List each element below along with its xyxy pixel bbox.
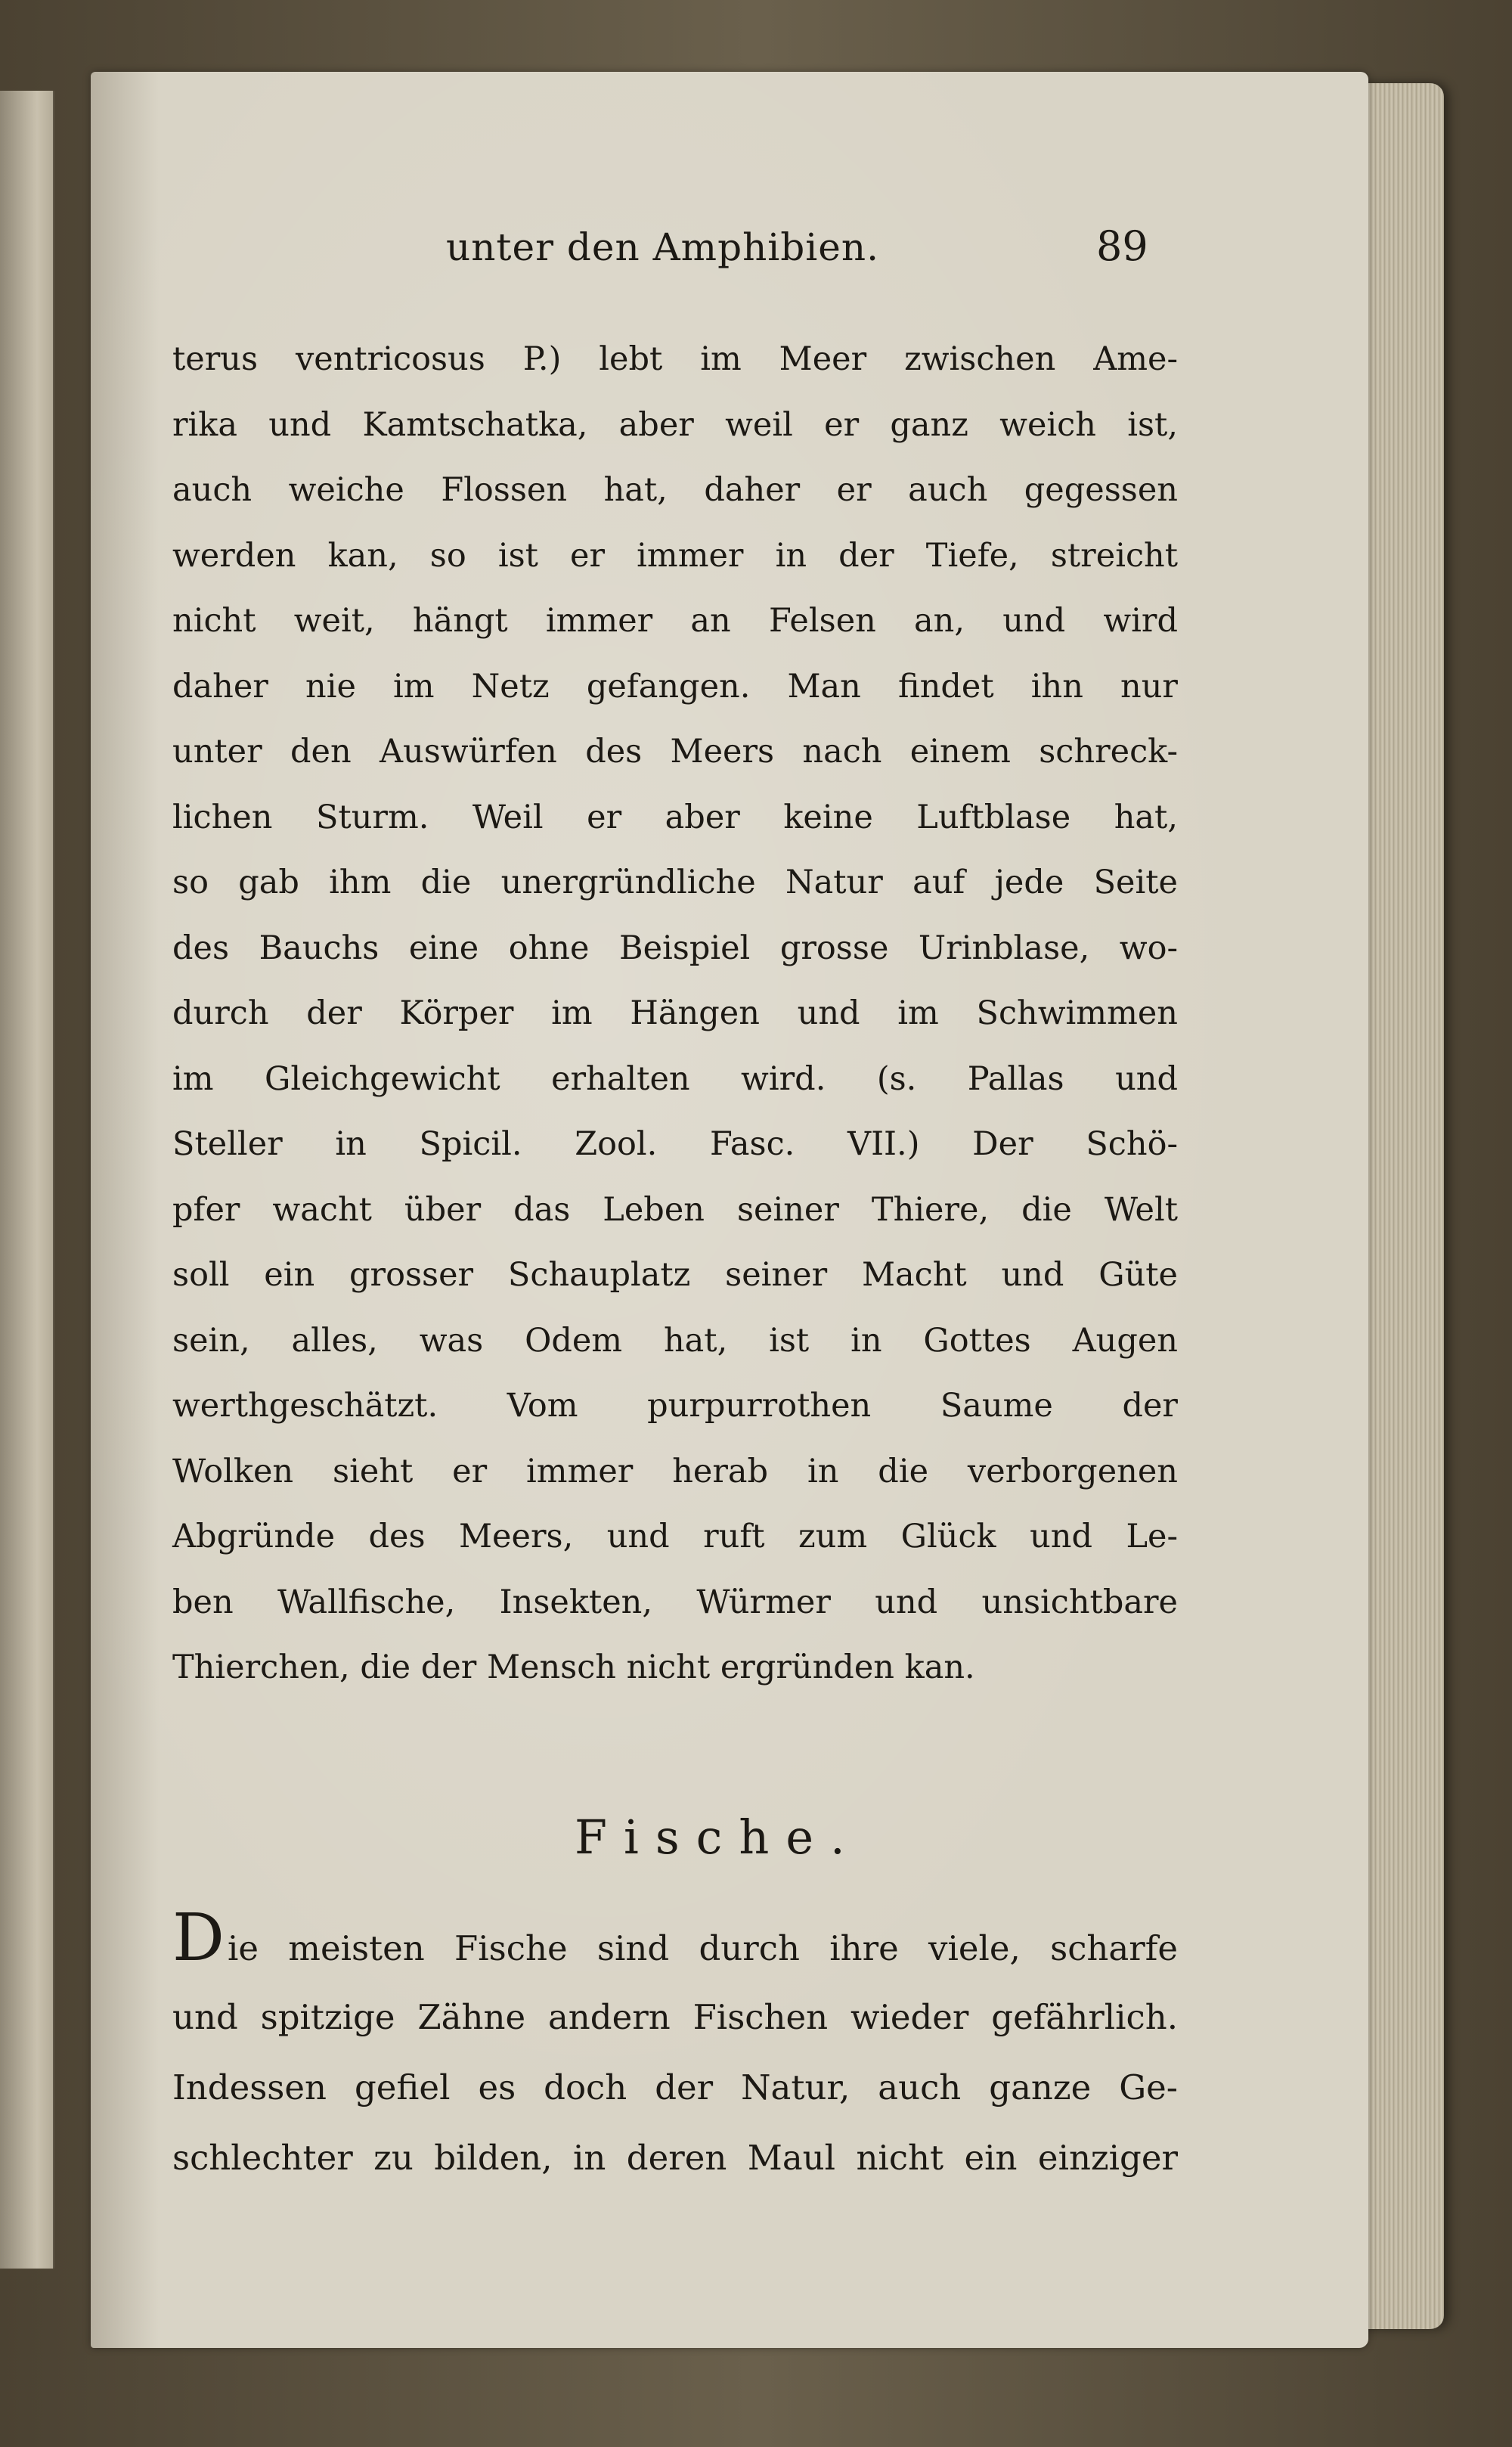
- running-title: unter den Amphibien.: [446, 225, 879, 269]
- text-line: so gab ihm die unergründliche Natur auf jede Seite: [172, 864, 1178, 901]
- text-line: im Gleichgewicht erhalten wird. (s. Pallas und: [172, 1059, 1178, 1098]
- first-line-text: ie meisten Fische sind durch ihre viele, scharfe: [227, 1928, 1178, 1968]
- text-line: ben Wallfische, Insekten, Würmer und unsichtbare: [172, 1583, 1178, 1621]
- text-line: Wolken sieht er immer herab in die verborgenen: [172, 1452, 1178, 1490]
- drop-cap: D: [172, 1900, 225, 1976]
- text-line: rika und Kamtschatka, aber weil er ganz weich ist,: [172, 405, 1178, 444]
- left-page-edge: [0, 91, 54, 2269]
- text-line: terus ventricosus P.) lebt im Meer zwischen Ame-: [172, 340, 1178, 378]
- text-line: und spitzige Zähne andern Fischen wieder gefährlich.: [172, 1997, 1178, 2037]
- text-line: werden kan, so ist er immer in der Tiefe, streicht: [172, 536, 1178, 575]
- text-line: Abgründe des Meers, und ruft zum Glück und Le-: [172, 1518, 1178, 1555]
- section-text: [172, 1900, 1178, 2193]
- text-line: soll ein grosser Schauplatz seiner Macht und Güte: [172, 1256, 1178, 1294]
- text-line: Indessen gefiel es doch der Natur, auch ganze Ge-: [172, 2067, 1178, 2107]
- text-line: unter den Auswürfen des Meers nach einem schreck-: [172, 733, 1178, 771]
- text-line: nicht weit, hängt immer an Felsen an, und wird: [172, 602, 1178, 640]
- text-line-first: [172, 1900, 1178, 1982]
- running-header: [446, 222, 1202, 286]
- text-line: lichen Sturm. Weil er aber keine Luftblase hat,: [172, 798, 1178, 836]
- text-line: sein, alles, was Odem hat, ist in Gottes Augen: [172, 1321, 1178, 1360]
- text-line: pfer wacht über das Leben seiner Thiere, die Welt: [172, 1190, 1178, 1229]
- text-line: durch der Körper im Hängen und im Schwimmen: [172, 994, 1178, 1032]
- text-line: daher nie im Netz gefangen. Man findet ihn nur: [172, 667, 1178, 706]
- body-text: [172, 327, 1178, 1701]
- page-number: 89: [1096, 222, 1148, 270]
- text-line: des Bauchs eine ohne Beispiel grosse Urinblase, wo-: [172, 929, 1178, 967]
- text-line: auch weiche Flossen hat, daher er auch gegessen: [172, 471, 1178, 509]
- text-line: Thierchen, die der Mensch nicht ergründen kan.: [172, 1648, 975, 1686]
- text-line: schlechter zu bilden, in deren Maul nicht ein einziger: [172, 2138, 1178, 2178]
- section-heading: Fische.: [575, 1810, 862, 1865]
- text-line: Steller in Spicil. Zool. Fasc. VII.) Der Schö-: [172, 1125, 1178, 1163]
- text-line: werthgeschätzt. Vom purpurrothen Saume der: [172, 1387, 1178, 1425]
